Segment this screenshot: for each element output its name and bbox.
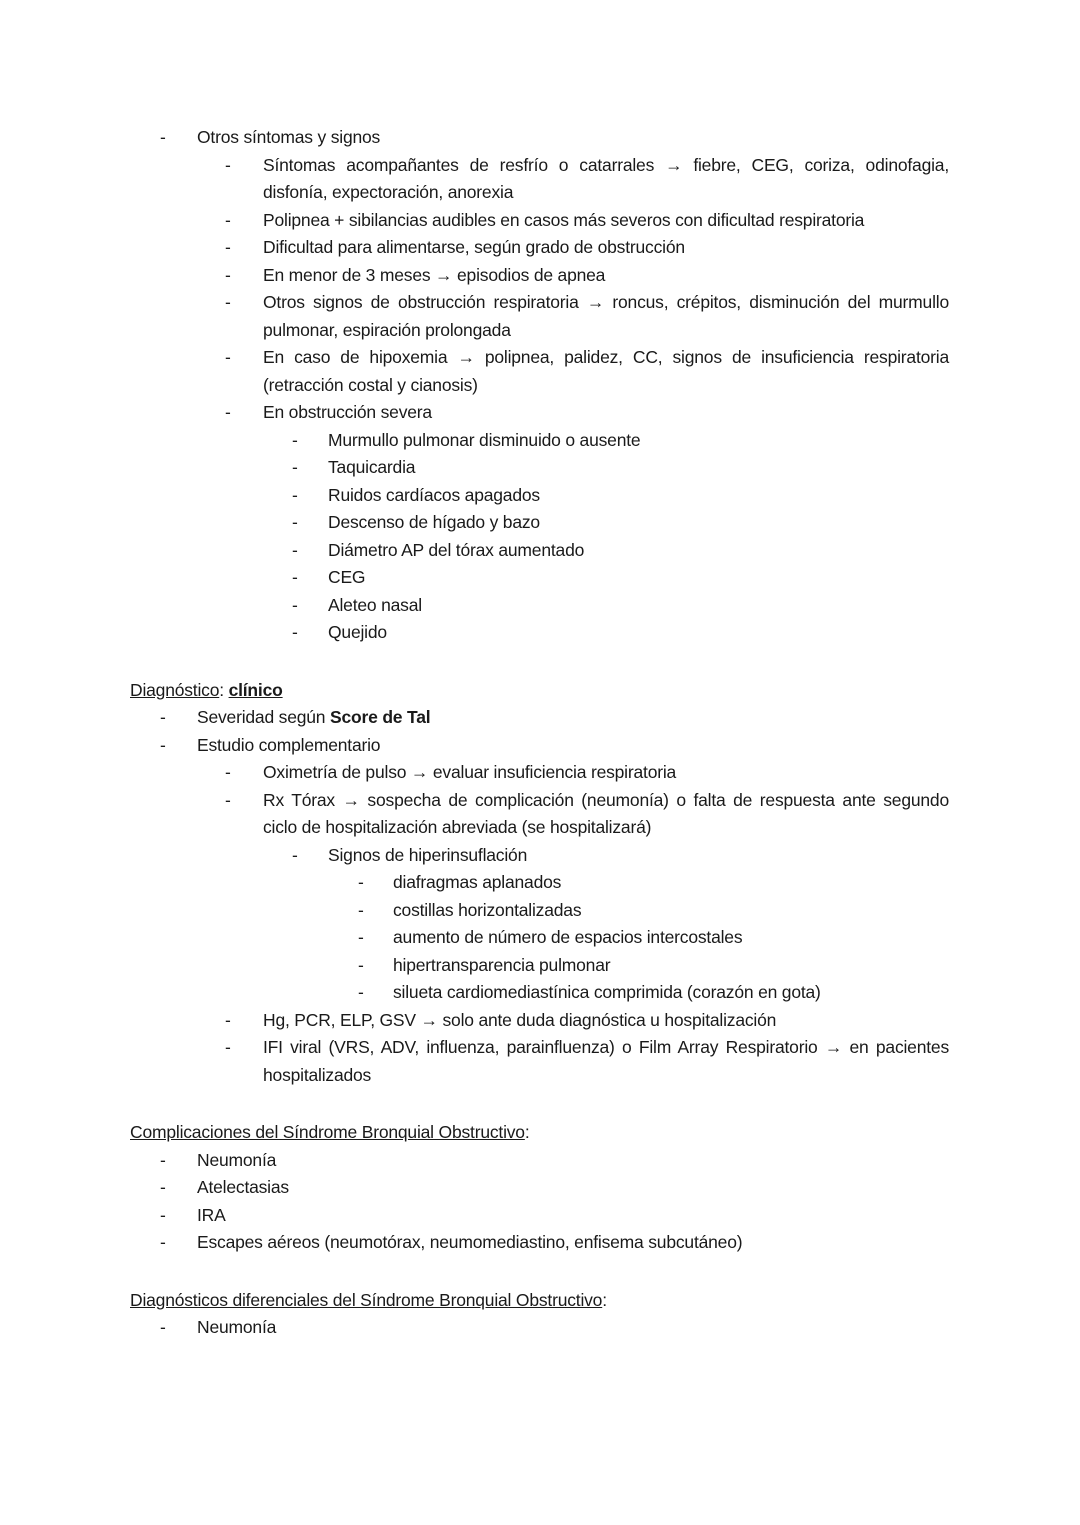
list-item <box>130 427 949 455</box>
text-run: Polipnea + sibilancias audibles en casos más severos con dificultad respiratoria <box>263 209 865 230</box>
list-item <box>130 344 949 399</box>
text-run: Otros signos de obstrucción respiratoria → roncus, crépitos, disminución del murmullo pulmonar, espiración prolongada <box>263 292 949 340</box>
list-item <box>130 924 949 952</box>
text-run: CEG <box>328 567 366 587</box>
text-run: Score de Tal <box>330 707 431 727</box>
text-run: Murmullo pulmonar disminuido o ausente <box>328 429 641 450</box>
list-item <box>130 482 949 510</box>
text-run: hipertransparencia pulmonar <box>393 954 611 975</box>
text-run: Neumonía <box>197 1317 277 1337</box>
list-item <box>130 979 949 1007</box>
section-heading <box>130 1119 949 1147</box>
text-run: costillas horizontalizadas <box>393 899 582 920</box>
list-item <box>130 1174 949 1202</box>
text-run: Diagnósticos diferenciales del Síndrome Bronquial Obstructivo <box>130 1289 603 1310</box>
text-run: silueta cardiomediastínica comprimida (corazón en gota) <box>393 982 821 1002</box>
list-item <box>130 1034 949 1089</box>
text-run: IFI viral (VRS, ADV, influenza, parainfluenza) o Film Array Respiratorio → en pacientes hospitalizados <box>263 1037 949 1085</box>
text-run: clínico <box>228 679 283 700</box>
text-run: En obstrucción severa <box>263 402 432 422</box>
list-item <box>130 207 949 235</box>
list-item <box>130 897 949 925</box>
list-item <box>130 869 949 897</box>
section-heading <box>130 1287 949 1315</box>
text-run: Otros síntomas y signos <box>197 127 381 147</box>
list-item <box>130 234 949 262</box>
list-item <box>130 1007 949 1035</box>
text-run: Severidad según <box>197 707 331 727</box>
text-run: Complicaciones del Síndrome Bronquial Obstructivo <box>130 1122 525 1142</box>
document-content <box>130 124 949 1342</box>
list-item <box>130 537 949 565</box>
list-item <box>130 454 949 482</box>
text-run: IRA <box>197 1204 226 1225</box>
text-run: En caso de hipoxemia → polipnea, palidez, CC, signos de insuficiencia respiratoria (retracción costal y cianosis) <box>263 347 949 395</box>
text-run: Ruidos cardíacos apagados <box>328 484 540 505</box>
text-run: Descenso de hígado y bazo <box>328 512 540 532</box>
text-run: Neumonía <box>197 1149 277 1170</box>
list-item <box>130 152 949 207</box>
list-item <box>130 509 949 537</box>
list-item <box>130 704 949 732</box>
text-run: Signos de hiperinsuflación <box>328 844 528 865</box>
list-item <box>130 124 949 152</box>
text-run: : <box>219 679 229 700</box>
list-item <box>130 1229 949 1257</box>
text-run: diafragmas aplanados <box>393 872 562 892</box>
text-run: Oximetría de pulso → evaluar insuficiencia respiratoria <box>263 762 677 782</box>
text-run: Escapes aéreos (neumotórax, neumomediastino, enfisema subcutáneo) <box>197 1232 743 1252</box>
list-item <box>130 564 949 592</box>
text-run: Síntomas acompañantes de resfrío o catarrales → fiebre, CEG, coriza, odinofagia, disfonía, expectoración, anorexia <box>263 154 949 202</box>
text-run: aumento de número de espacios intercostales <box>393 927 743 947</box>
list-item <box>130 289 949 344</box>
list-item <box>130 759 949 787</box>
list-item <box>130 787 949 842</box>
list-item <box>130 619 949 647</box>
text-run: : <box>602 1289 607 1310</box>
text-run: Diagnóstico <box>130 679 220 700</box>
text-run: : <box>524 1122 530 1142</box>
list-item <box>130 1202 949 1230</box>
text-run: Hg, PCR, ELP, GSV → solo ante duda diagnóstica u hospitalización <box>263 1009 777 1030</box>
text-run: Dificultad para alimentarse, según grado de obstrucción <box>263 237 685 257</box>
section-heading <box>130 677 949 705</box>
text-run: Aleteo nasal <box>328 594 422 615</box>
list-item <box>130 952 949 980</box>
list-item <box>130 592 949 620</box>
list-item <box>130 1314 949 1342</box>
text-run: Rx Tórax → sospecha de complicación (neumonía) o falta de respuesta ante segundo ciclo de hospitalización abreviada (se hospitalizará) <box>263 789 949 837</box>
text-run: Diámetro AP del tórax aumentado <box>328 539 585 560</box>
list-item <box>130 399 949 427</box>
list-item <box>130 842 949 870</box>
text-run: Quejido <box>328 622 387 642</box>
list-item <box>130 262 949 290</box>
text-run: Estudio complementario <box>197 734 381 755</box>
list-item <box>130 1147 949 1175</box>
list-item <box>130 732 949 760</box>
text-run: En menor de 3 meses → episodios de apnea <box>263 264 606 285</box>
text-run: Atelectasias <box>197 1177 289 1197</box>
text-run: Taquicardia <box>328 457 416 477</box>
